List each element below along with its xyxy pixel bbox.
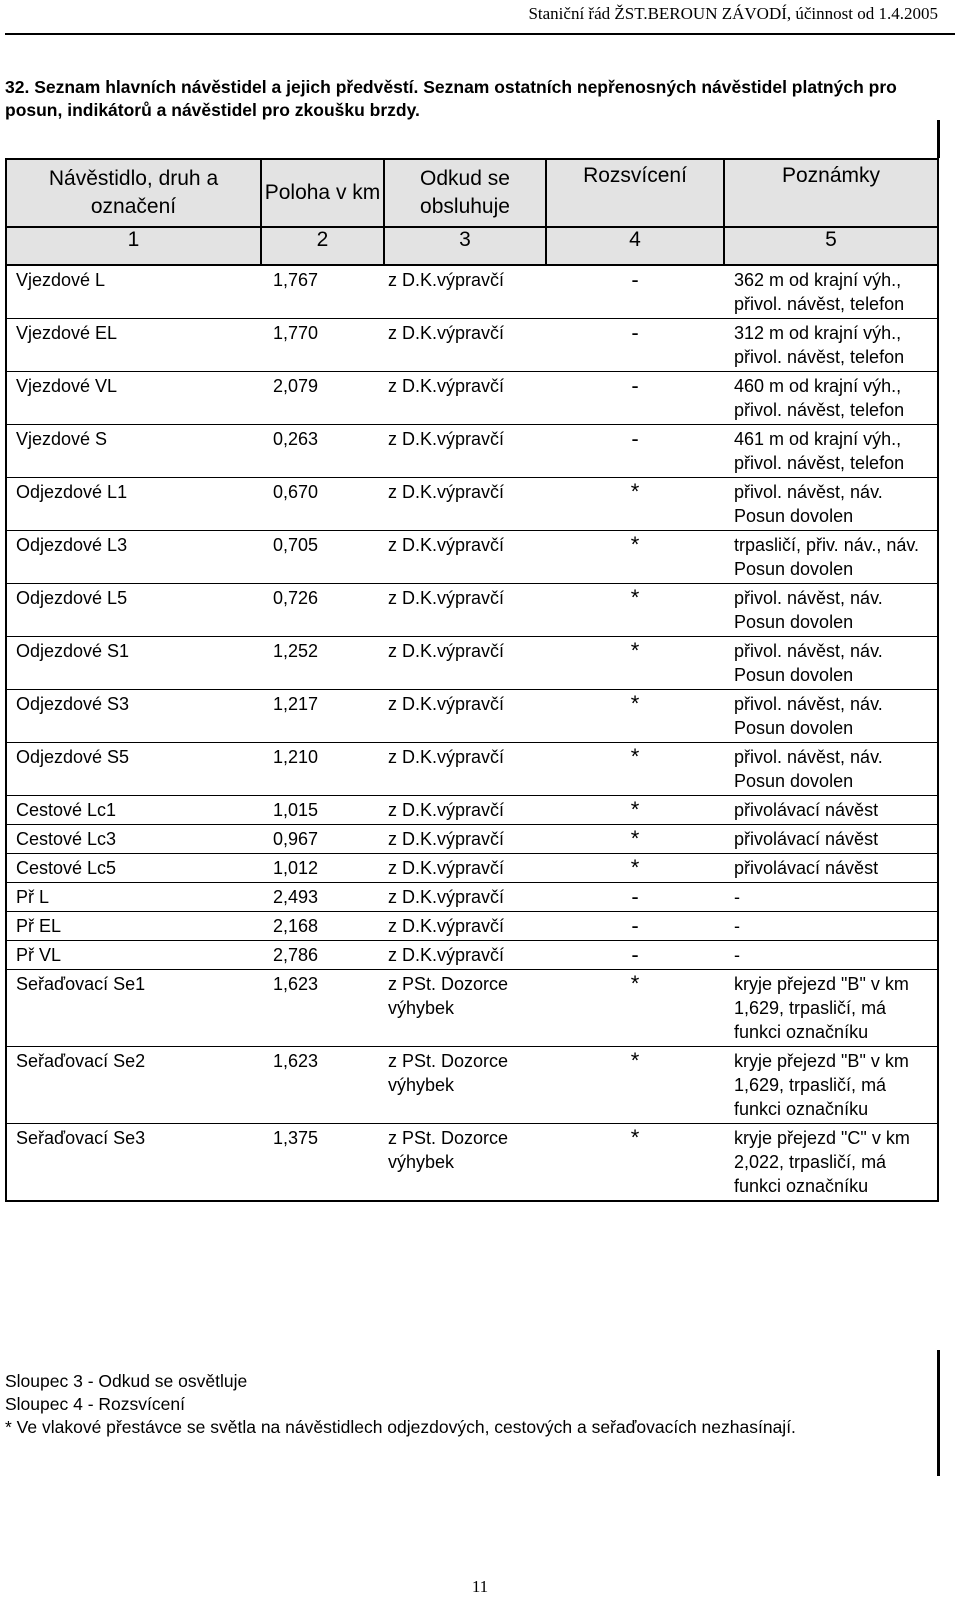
row-name-cell: Vjezdové EL	[6, 319, 261, 372]
row-operated-from-cell: z D.K.výpravčí	[384, 425, 546, 478]
row-note-cell: -	[724, 912, 938, 941]
column-header: Návěstidlo, druh a označení	[6, 159, 261, 227]
table-row	[6, 265, 938, 319]
row-note-cell: přivol. návěst, náv. Posun dovolen	[724, 478, 938, 531]
row-lighting-cell: -	[546, 941, 724, 970]
row-lighting-cell: -	[546, 319, 724, 372]
row-operated-from-cell: z D.K.výpravčí	[384, 796, 546, 825]
row-name-cell: Cestové Lc5	[6, 854, 261, 883]
row-name-cell: Př VL	[6, 941, 261, 970]
row-lighting-cell: *	[546, 1047, 724, 1124]
row-operated-from-cell: z PSt. Dozorce výhybek	[384, 1047, 546, 1124]
row-operated-from-cell: z D.K.výpravčí	[384, 854, 546, 883]
row-name-cell: Seřaďovací Se2	[6, 1047, 261, 1124]
row-note-cell: -	[724, 883, 938, 912]
row-km-cell: 1,015	[261, 796, 384, 825]
column-header: Poloha v km	[261, 159, 384, 227]
page-header: Staniční řád ŽST.BEROUN ZÁVODÍ, účinnost od 1.4.2005	[528, 4, 938, 23]
row-km-cell: 2,493	[261, 883, 384, 912]
row-operated-from-cell: z D.K.výpravčí	[384, 319, 546, 372]
row-operated-from-cell: z D.K.výpravčí	[384, 912, 546, 941]
row-km-cell: 1,375	[261, 1124, 384, 1202]
row-km-cell: 1,012	[261, 854, 384, 883]
row-km-cell: 0,263	[261, 425, 384, 478]
row-operated-from-cell: z D.K.výpravčí	[384, 637, 546, 690]
row-lighting-cell: *	[546, 584, 724, 637]
table-row	[6, 1047, 938, 1124]
column-number: 2	[261, 227, 384, 265]
row-lighting-cell: *	[546, 854, 724, 883]
table-row	[6, 319, 938, 372]
column-number: 3	[384, 227, 546, 265]
row-km-cell: 1,217	[261, 690, 384, 743]
row-note-cell: 362 m od krajní výh., přivol. návěst, telefon	[724, 265, 938, 319]
row-operated-from-cell: z D.K.výpravčí	[384, 883, 546, 912]
row-name-cell: Vjezdové VL	[6, 372, 261, 425]
row-lighting-cell: -	[546, 912, 724, 941]
row-operated-from-cell: z PSt. Dozorce výhybek	[384, 970, 546, 1047]
table-row	[6, 796, 938, 825]
row-km-cell: 0,726	[261, 584, 384, 637]
row-name-cell: Vjezdové L	[6, 265, 261, 319]
row-note-cell: trpasličí, přiv. náv., náv. Posun dovolen	[724, 531, 938, 584]
table-row	[6, 941, 938, 970]
section-title: 32. Seznam hlavních návěstidel a jejich předvěstí. Seznam ostatních nepřenosných návěstidel platných pro posun, indikátorů a návěstidel pro zkoušku brzdy.	[5, 77, 897, 120]
table-row	[6, 825, 938, 854]
row-note-cell: kryje přejezd "C" v km 2,022, trpasličí, má funkci označníku	[724, 1124, 938, 1202]
row-km-cell: 2,786	[261, 941, 384, 970]
column-number: 4	[546, 227, 724, 265]
row-name-cell: Odjezdové S3	[6, 690, 261, 743]
row-note-cell: přivol. návěst, náv. Posun dovolen	[724, 584, 938, 637]
table-body	[6, 265, 938, 1201]
row-note-cell: přivol. návěst, náv. Posun dovolen	[724, 743, 938, 796]
row-note-cell: -	[724, 941, 938, 970]
row-lighting-cell: *	[546, 825, 724, 854]
row-km-cell: 1,252	[261, 637, 384, 690]
row-lighting-cell: -	[546, 883, 724, 912]
row-km-cell: 1,210	[261, 743, 384, 796]
row-operated-from-cell: z D.K.výpravčí	[384, 372, 546, 425]
footer-notes	[5, 1370, 945, 1439]
row-note-cell: přivolávací návěst	[724, 825, 938, 854]
row-name-cell: Cestové Lc3	[6, 825, 261, 854]
row-name-cell: Př L	[6, 883, 261, 912]
row-lighting-cell: *	[546, 1124, 724, 1202]
row-km-cell: 1,770	[261, 319, 384, 372]
row-km-cell: 2,079	[261, 372, 384, 425]
table-header-row	[6, 159, 938, 227]
table-row	[6, 912, 938, 941]
footer-line: Sloupec 4 - Rozsvícení	[5, 1394, 185, 1414]
header-rule	[5, 33, 955, 35]
row-operated-from-cell: z D.K.výpravčí	[384, 584, 546, 637]
row-note-cell: kryje přejezd "B" v km 1,629, trpasličí, má funkci označníku	[724, 970, 938, 1047]
page-number: 11	[471, 1577, 489, 1596]
row-lighting-cell: -	[546, 425, 724, 478]
row-name-cell: Odjezdové S1	[6, 637, 261, 690]
row-note-cell: 460 m od krajní výh., přivol. návěst, telefon	[724, 372, 938, 425]
table-row	[6, 690, 938, 743]
row-lighting-cell: -	[546, 372, 724, 425]
column-number: 5	[724, 227, 938, 265]
row-km-cell: 0,967	[261, 825, 384, 854]
footer-line: Sloupec 3 - Odkud se osvětluje	[5, 1371, 248, 1391]
row-lighting-cell: *	[546, 796, 724, 825]
row-name-cell: Odjezdové S5	[6, 743, 261, 796]
revision-bar	[937, 120, 940, 158]
row-operated-from-cell: z D.K.výpravčí	[384, 478, 546, 531]
row-name-cell: Odjezdové L5	[6, 584, 261, 637]
table-row	[6, 478, 938, 531]
row-name-cell: Cestové Lc1	[6, 796, 261, 825]
column-header: Odkud se obsluhuje	[384, 159, 546, 227]
row-lighting-cell: *	[546, 637, 724, 690]
table-row	[6, 883, 938, 912]
row-note-cell: přivol. návěst, náv. Posun dovolen	[724, 690, 938, 743]
table-row	[6, 425, 938, 478]
column-header: Poznámky	[724, 159, 938, 227]
row-lighting-cell: *	[546, 531, 724, 584]
column-header: Rozsvícení	[546, 159, 724, 227]
table-row	[6, 531, 938, 584]
row-km-cell: 0,670	[261, 478, 384, 531]
row-km-cell: 1,623	[261, 1047, 384, 1124]
row-lighting-cell: *	[546, 478, 724, 531]
row-operated-from-cell: z D.K.výpravčí	[384, 825, 546, 854]
row-operated-from-cell: z D.K.výpravčí	[384, 941, 546, 970]
row-note-cell: přivolávací návěst	[724, 854, 938, 883]
row-note-cell: přivolávací návěst	[724, 796, 938, 825]
table-row	[6, 854, 938, 883]
row-operated-from-cell: z D.K.výpravčí	[384, 265, 546, 319]
row-note-cell: přivol. návěst, náv. Posun dovolen	[724, 637, 938, 690]
row-lighting-cell: *	[546, 743, 724, 796]
table-row	[6, 584, 938, 637]
row-note-cell: 461 m od krajní výh., přivol. návěst, telefon	[724, 425, 938, 478]
row-note-cell: 312 m od krajní výh., přivol. návěst, telefon	[724, 319, 938, 372]
table-row	[6, 743, 938, 796]
row-km-cell: 0,705	[261, 531, 384, 584]
row-operated-from-cell: z D.K.výpravčí	[384, 531, 546, 584]
row-operated-from-cell: z D.K.výpravčí	[384, 690, 546, 743]
row-km-cell: 1,623	[261, 970, 384, 1047]
signals-table	[5, 158, 939, 1202]
table-row	[6, 970, 938, 1047]
row-operated-from-cell: z PSt. Dozorce výhybek	[384, 1124, 546, 1202]
table-row	[6, 637, 938, 690]
row-name-cell: Odjezdové L1	[6, 478, 261, 531]
column-number: 1	[6, 227, 261, 265]
row-km-cell: 1,767	[261, 265, 384, 319]
table-row	[6, 1124, 938, 1202]
footer-line: * Ve vlakové přestávce se světla na návěstidlech odjezdových, cestových a seřaďovacích nezhasínají.	[5, 1417, 796, 1437]
row-lighting-cell: *	[546, 690, 724, 743]
row-name-cell: Seřaďovací Se3	[6, 1124, 261, 1202]
row-note-cell: kryje přejezd "B" v km 1,629, trpasličí, má funkci označníku	[724, 1047, 938, 1124]
row-operated-from-cell: z D.K.výpravčí	[384, 743, 546, 796]
table-row	[6, 372, 938, 425]
row-name-cell: Seřaďovací Se1	[6, 970, 261, 1047]
row-name-cell: Odjezdové L3	[6, 531, 261, 584]
row-lighting-cell: *	[546, 970, 724, 1047]
row-km-cell: 2,168	[261, 912, 384, 941]
row-name-cell: Př EL	[6, 912, 261, 941]
row-name-cell: Vjezdové S	[6, 425, 261, 478]
column-number-row	[6, 227, 938, 265]
row-lighting-cell: -	[546, 265, 724, 319]
